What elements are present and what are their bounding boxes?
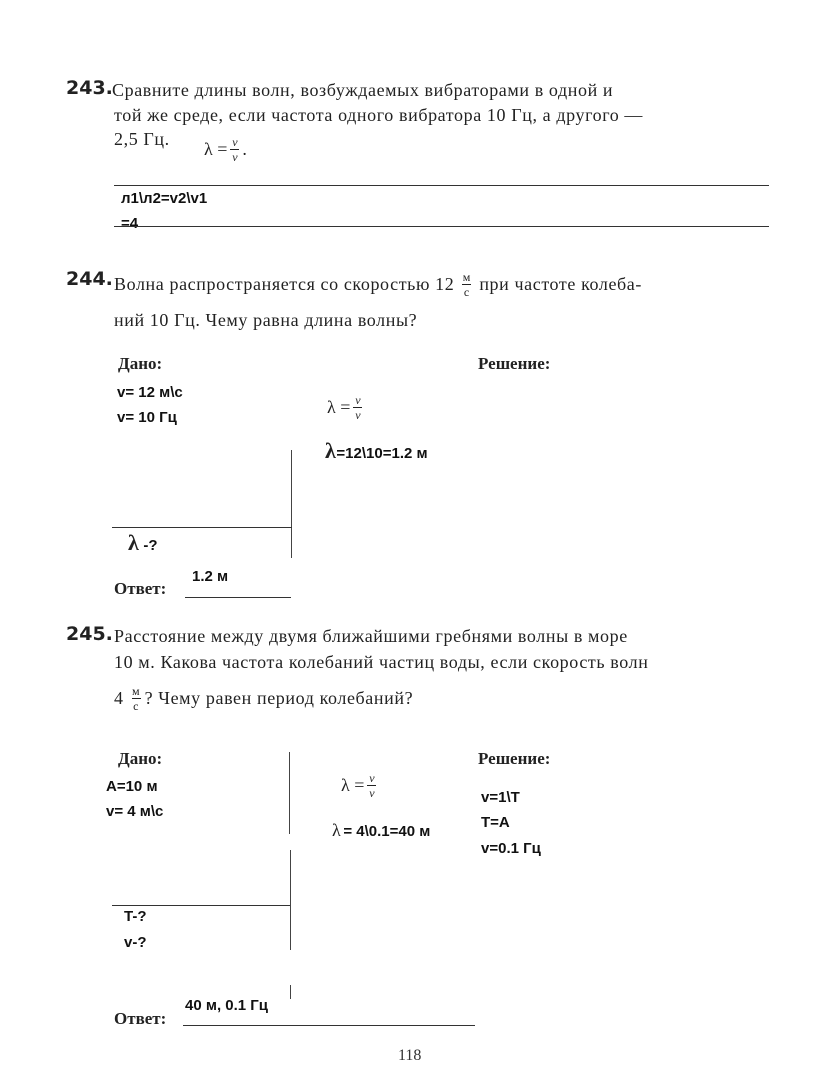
problem-244-find xyxy=(128,530,158,556)
answer-label: Ответ: xyxy=(114,579,167,598)
problem-243-text-line1: Сравните длины волн, возбуждаемых вибраторами в одной и xyxy=(112,80,614,100)
find-item: v-? xyxy=(124,934,147,951)
problem-244-formula xyxy=(327,394,365,421)
formula-denominator: ν xyxy=(355,408,361,422)
problem-245-text-line2: 10 м. Какова частота колебаний частиц воды, если скорость волн xyxy=(114,652,649,672)
solution-line: T=A xyxy=(481,814,510,831)
solution-line: v=1\T xyxy=(481,789,520,806)
problem-245-text-line3 xyxy=(114,685,413,712)
formula-fraction xyxy=(230,136,239,163)
formula-lhs: λ = xyxy=(204,139,228,159)
problem-245-text-post: ? Чему равен период колебаний? xyxy=(144,688,414,708)
lambda-symbol: λ xyxy=(332,820,342,840)
answer-value: 40 м, 0.1 Гц xyxy=(185,997,269,1014)
problem-245-formula xyxy=(341,772,379,799)
answer-line xyxy=(114,185,769,186)
formula-numerator: v xyxy=(355,393,361,407)
given-label: Дано: xyxy=(118,354,163,373)
given-divider xyxy=(112,527,292,528)
problem-245-number: 245. xyxy=(66,623,113,645)
problem-245-text-pre: 4 xyxy=(114,688,124,708)
answer-line xyxy=(114,226,769,227)
formula-denominator: ν xyxy=(232,150,238,164)
problem-245-calc xyxy=(332,820,430,841)
problem-243-text-line2: той же среде, если частота одного вибратора 10 Гц, а другого — xyxy=(114,105,644,125)
problem-245-text-line1: Расстояние между двумя ближайшими гребнями волны в море xyxy=(114,626,628,646)
formula-fraction xyxy=(367,772,376,799)
problem-244-text-line1 xyxy=(114,271,642,298)
page-number: 118 xyxy=(398,1047,422,1064)
problem-244-text-post: при частоте колеба- xyxy=(479,274,642,294)
given-item: v= 12 м\с xyxy=(117,384,183,401)
divider-vertical xyxy=(290,850,291,950)
lambda-symbol: λ xyxy=(325,438,337,463)
solution-label: Решение: xyxy=(478,354,551,373)
answer-label: Ответ: xyxy=(114,1009,167,1028)
calc-text: = 4\0.1=40 м xyxy=(343,823,431,840)
find-text: -? xyxy=(143,537,158,554)
solution-line: v=0.1 Гц xyxy=(481,840,541,857)
formula-lhs: λ = xyxy=(327,397,351,417)
solution-label: Решение: xyxy=(478,749,551,768)
answer-value: 1.2 м xyxy=(192,568,229,585)
find-item: T-? xyxy=(124,908,147,925)
problem-244-number: 244. xyxy=(66,268,113,290)
problem-244-text-line2: ний 10 Гц. Чему равна длина волны? xyxy=(114,310,418,330)
unit-fraction xyxy=(132,685,141,712)
formula-numerator: v xyxy=(369,771,375,785)
formula-numerator: v xyxy=(232,135,238,149)
unit-numerator: м xyxy=(132,684,141,698)
formula-lhs: λ = xyxy=(341,775,365,795)
problem-244-calc xyxy=(325,438,428,464)
calc-text: =12\10=1.2 м xyxy=(336,445,428,462)
problem-243-formula xyxy=(204,136,247,163)
answer-line xyxy=(183,1025,475,1026)
problem-243-number: 243. xyxy=(66,77,113,99)
unit-numerator: м xyxy=(462,270,471,284)
given-item: v= 10 Гц xyxy=(117,409,177,426)
formula-tail: . xyxy=(242,139,247,159)
divider-vertical xyxy=(289,752,290,834)
problem-243-answer-line1: л1\л2=v2\v1 xyxy=(121,190,208,207)
unit-denominator: с xyxy=(463,285,470,299)
given-label: Дано: xyxy=(118,749,163,768)
problem-243-text-line3: 2,5 Гц. xyxy=(114,129,170,149)
formula-denominator: ν xyxy=(369,786,375,800)
given-divider xyxy=(112,905,290,906)
divider-vertical xyxy=(291,450,292,558)
unit-denominator: с xyxy=(133,699,140,713)
lambda-symbol: λ xyxy=(128,530,140,555)
problem-243-answer-line2: =4 xyxy=(121,215,139,232)
divider-vertical xyxy=(290,985,291,999)
formula-fraction xyxy=(353,394,362,421)
answer-line xyxy=(185,597,291,598)
given-item: v= 4 м\с xyxy=(106,803,164,820)
problem-244-text-pre: Волна распространяется со скоростью 12 xyxy=(114,274,455,294)
given-item: A=10 м xyxy=(106,778,158,795)
unit-fraction xyxy=(462,271,471,298)
